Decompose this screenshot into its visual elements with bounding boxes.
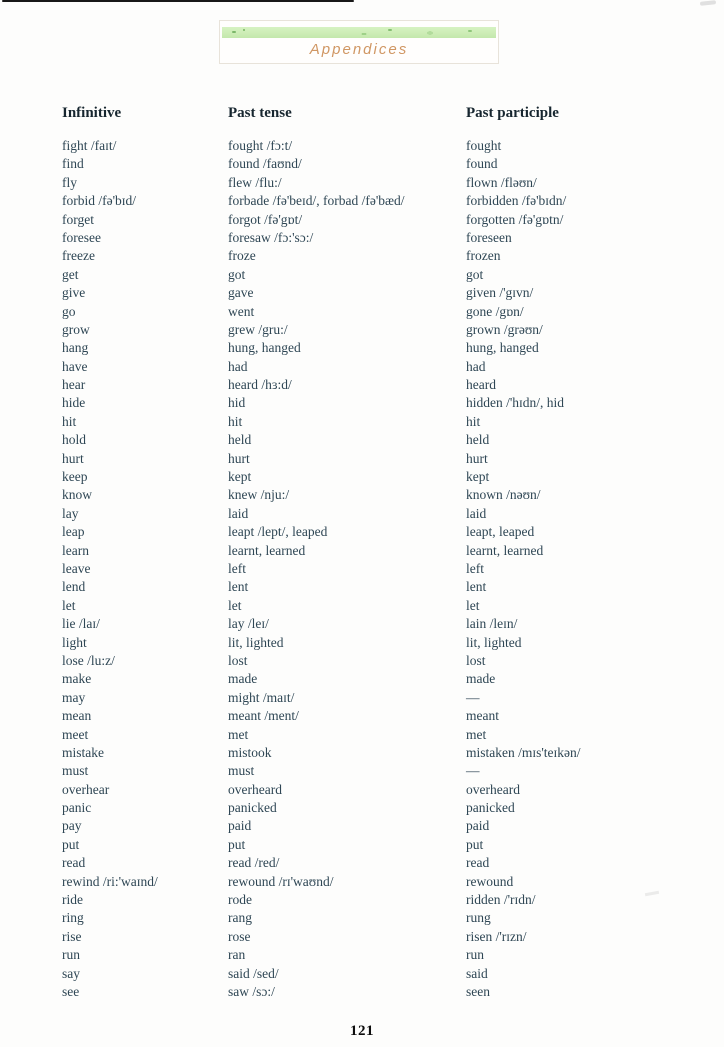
cell-past-participle: left xyxy=(466,560,484,576)
cell-past-participle: found xyxy=(466,156,498,172)
cell-infinitive: meet xyxy=(62,726,89,742)
table-row xyxy=(62,983,710,1001)
cell-past-tense: met xyxy=(228,726,249,742)
cell-past-tense: made xyxy=(228,671,258,687)
cell-past-tense: rode xyxy=(228,892,252,908)
cell-past-tense: grew /gru:/ xyxy=(228,321,288,337)
table-row xyxy=(62,670,710,688)
cell-past-tense: laid xyxy=(228,505,249,521)
cell-past-participle: heard xyxy=(466,377,496,393)
cell-infinitive: light xyxy=(62,634,87,650)
table-row xyxy=(62,799,710,817)
cell-past-participle: lent xyxy=(466,579,487,595)
cell-past-tense: panicked xyxy=(228,800,277,816)
cell-past-participle: flown /fləʊn/ xyxy=(466,174,537,190)
cell-past-tense: lit, lighted xyxy=(228,634,284,650)
cell-past-participle: learnt, learned xyxy=(466,542,544,558)
table-row xyxy=(62,615,710,633)
cell-past-tense: flew /flu:/ xyxy=(228,174,282,190)
cell-past-participle: kept xyxy=(466,469,490,485)
cell-past-tense: might /maɪt/ xyxy=(228,689,295,705)
table-row xyxy=(62,726,710,744)
cell-past-tense: hurt xyxy=(228,450,250,466)
cell-infinitive: have xyxy=(62,358,88,374)
cell-past-tense: lost xyxy=(228,652,248,668)
table-row xyxy=(62,247,710,265)
cell-past-tense: froze xyxy=(228,248,256,264)
cell-past-participle: rewound xyxy=(466,873,514,889)
table-row xyxy=(62,211,710,229)
cell-past-participle: forgotten /fə'gɒtn/ xyxy=(466,211,564,227)
cell-past-participle: frozen xyxy=(466,248,501,264)
cell-infinitive: mistake xyxy=(62,744,104,760)
cell-infinitive: hang xyxy=(62,340,89,356)
cell-past-tense: knew /nju:/ xyxy=(228,487,290,503)
cell-infinitive: must xyxy=(62,763,89,779)
table-row xyxy=(62,229,710,247)
cell-past-tense: paid xyxy=(228,818,252,834)
table-row xyxy=(62,578,710,596)
cell-past-participle: got xyxy=(466,266,484,282)
cell-infinitive: give xyxy=(62,285,86,301)
cell-infinitive: ring xyxy=(62,910,84,926)
cell-past-tense: put xyxy=(228,836,246,852)
cell-infinitive: fly xyxy=(62,174,77,190)
table-row xyxy=(62,707,710,725)
cell-past-participle: read xyxy=(466,855,490,871)
cell-infinitive: say xyxy=(62,965,80,981)
banner-title: Appendices xyxy=(309,41,409,58)
cell-past-tense: said /sed/ xyxy=(228,965,279,981)
cell-past-tense: foresaw /fɔ:'sɔ:/ xyxy=(228,229,314,245)
cell-past-participle: laid xyxy=(466,505,487,521)
cell-past-tense: meant /ment/ xyxy=(228,708,299,724)
table-row xyxy=(62,652,710,670)
cell-infinitive: forget xyxy=(62,211,94,227)
cell-infinitive: see xyxy=(62,983,80,999)
cell-past-tense: had xyxy=(228,358,248,374)
cell-past-participle: — xyxy=(466,689,480,705)
cell-past-participle: said xyxy=(466,965,488,981)
cell-past-tense: let xyxy=(228,597,242,613)
cell-past-tense: hung, hanged xyxy=(228,340,301,356)
table-row xyxy=(62,891,710,909)
cell-past-participle: panicked xyxy=(466,800,515,816)
cell-past-participle: met xyxy=(466,726,487,742)
cell-infinitive: leave xyxy=(62,560,91,576)
table-row xyxy=(62,174,710,192)
cell-infinitive: find xyxy=(62,156,84,172)
column-header-past-tense: Past tense xyxy=(228,105,292,121)
cell-past-participle: — xyxy=(466,763,480,779)
cell-past-tense: mistook xyxy=(228,744,272,760)
table-row xyxy=(62,376,710,394)
table-row xyxy=(62,542,710,560)
cell-past-tense: fought /fɔ:t/ xyxy=(228,138,293,153)
cell-past-tense: got xyxy=(228,266,246,282)
table-row xyxy=(62,946,710,964)
table-row xyxy=(62,137,710,155)
verb-table-header xyxy=(62,105,710,122)
column-header-past-participle: Past participle xyxy=(466,105,559,121)
table-row xyxy=(62,284,710,302)
page-number: 121 xyxy=(350,1023,374,1039)
cell-infinitive: make xyxy=(62,671,92,687)
table-row xyxy=(62,597,710,615)
cell-past-tense: hid xyxy=(228,395,246,411)
cell-infinitive: leap xyxy=(62,524,85,540)
cell-past-tense: overheard xyxy=(228,781,282,797)
cell-past-participle: ridden /'rɪdn/ xyxy=(466,892,536,908)
cell-infinitive: hide xyxy=(62,395,86,411)
table-row xyxy=(62,505,710,523)
table-row xyxy=(62,155,710,173)
cell-past-participle: had xyxy=(466,358,486,374)
cell-infinitive: keep xyxy=(62,469,88,485)
cell-past-tense: rewound /rɪ'waʊnd/ xyxy=(228,873,334,889)
cell-infinitive: freeze xyxy=(62,248,95,264)
table-row xyxy=(62,781,710,799)
table-row xyxy=(62,928,710,946)
cell-infinitive: fight /faɪt/ xyxy=(62,138,117,153)
cell-infinitive: know xyxy=(62,487,92,503)
cell-past-tense: hit xyxy=(228,413,243,429)
cell-past-tense: rose xyxy=(228,928,251,944)
cell-infinitive: foresee xyxy=(62,229,101,245)
cell-past-tense: went xyxy=(228,303,255,319)
cell-infinitive: get xyxy=(62,266,79,282)
cell-past-tense: held xyxy=(228,432,252,448)
cell-past-participle: known /nəʊn/ xyxy=(466,487,541,503)
cell-past-tense: must xyxy=(228,763,255,779)
cell-infinitive: ride xyxy=(62,892,83,908)
cell-past-tense: forgot /fə'gɒt/ xyxy=(228,211,303,227)
cell-infinitive: put xyxy=(62,836,80,852)
cell-past-tense: leapt /lept/, leaped xyxy=(228,524,328,540)
cell-infinitive: may xyxy=(62,689,86,705)
table-row xyxy=(62,450,710,468)
cell-past-tense: left xyxy=(228,560,246,576)
cell-infinitive: hit xyxy=(62,413,77,429)
verb-table-body xyxy=(62,137,710,1001)
scan-artifact-corner-smudge xyxy=(700,0,716,6)
cell-past-participle: hidden /'hɪdn/, hid xyxy=(466,395,565,411)
table-row xyxy=(62,413,710,431)
cell-past-tense: saw /sɔ:/ xyxy=(228,983,275,999)
table-row xyxy=(62,358,710,376)
cell-infinitive: mean xyxy=(62,708,92,724)
table-row xyxy=(62,965,710,983)
table-row xyxy=(62,266,710,284)
cell-past-participle: hung, hanged xyxy=(466,340,539,356)
table-row xyxy=(62,321,710,339)
cell-past-participle: held xyxy=(466,432,490,448)
cell-past-participle: hurt xyxy=(466,450,488,466)
table-row xyxy=(62,192,710,210)
table-row xyxy=(62,339,710,357)
cell-past-tense: learnt, learned xyxy=(228,542,306,558)
cell-infinitive: go xyxy=(62,303,76,319)
cell-infinitive: lay xyxy=(62,505,79,521)
cell-past-participle: paid xyxy=(466,818,490,834)
cell-infinitive: forbid /fə'bɪd/ xyxy=(62,193,137,209)
appendices-banner xyxy=(219,20,499,64)
cell-infinitive: panic xyxy=(62,800,92,816)
cell-past-tense: kept xyxy=(228,469,252,485)
cell-past-participle: gone /gɒn/ xyxy=(466,303,524,319)
cell-infinitive: hurt xyxy=(62,450,84,466)
cell-past-participle: made xyxy=(466,671,496,687)
scan-artifact-top-line xyxy=(2,0,354,2)
table-row xyxy=(62,303,710,321)
cell-infinitive: lie /laɪ/ xyxy=(62,616,100,632)
cell-past-participle: hit xyxy=(466,413,481,429)
cell-past-participle: put xyxy=(466,836,484,852)
cell-infinitive: grow xyxy=(62,321,90,337)
cell-infinitive: pay xyxy=(62,818,82,834)
cell-past-tense: lent xyxy=(228,579,249,595)
cell-infinitive: run xyxy=(62,947,80,963)
cell-infinitive: read xyxy=(62,855,86,871)
table-row xyxy=(62,854,710,872)
cell-past-participle: fought xyxy=(466,138,502,153)
cell-infinitive: lend xyxy=(62,579,86,595)
table-row xyxy=(62,817,710,835)
table-row xyxy=(62,431,710,449)
column-header-infinitive: Infinitive xyxy=(62,105,122,121)
table-row xyxy=(62,634,710,652)
cell-past-participle: risen /'rɪzn/ xyxy=(466,928,527,944)
cell-past-participle: lain /leɪn/ xyxy=(466,616,518,632)
table-row xyxy=(62,873,710,891)
cell-past-participle: lit, lighted xyxy=(466,634,522,650)
cell-past-participle: given /'gɪvn/ xyxy=(466,285,534,301)
cell-past-participle: grown /grəʊn/ xyxy=(466,321,543,337)
table-row xyxy=(62,523,710,541)
cell-past-tense: rang xyxy=(228,910,252,926)
cell-infinitive: lose /lu:z/ xyxy=(62,652,115,668)
cell-past-participle: foreseen xyxy=(466,229,512,245)
cell-past-tense: ran xyxy=(228,947,246,963)
cell-past-tense: heard /hɜ:d/ xyxy=(228,377,292,393)
cell-infinitive: learn xyxy=(62,542,89,558)
cell-past-participle: run xyxy=(466,947,484,963)
table-row xyxy=(62,762,710,780)
table-row xyxy=(62,394,710,412)
cell-past-participle: leapt, leaped xyxy=(466,524,535,540)
cell-infinitive: let xyxy=(62,597,76,613)
cell-past-participle: mistaken /mɪs'teɪkən/ xyxy=(466,744,581,760)
cell-past-participle: rung xyxy=(466,910,491,926)
cell-past-participle: lost xyxy=(466,652,486,668)
cell-past-participle: meant xyxy=(466,708,499,724)
cell-past-tense: forbade /fə'beɪd/, forbad /fə'bæd/ xyxy=(228,193,405,209)
cell-infinitive: rise xyxy=(62,928,82,944)
cell-past-tense: gave xyxy=(228,285,254,301)
table-row xyxy=(62,744,710,762)
cell-past-tense: read /red/ xyxy=(228,855,280,871)
cell-infinitive: hear xyxy=(62,377,86,393)
table-row xyxy=(62,909,710,927)
cell-past-tense: found /faʊnd/ xyxy=(228,156,302,172)
table-row xyxy=(62,560,710,578)
table-row xyxy=(62,468,710,486)
cell-past-participle: seen xyxy=(466,983,490,999)
cell-infinitive: overhear xyxy=(62,781,110,797)
table-row xyxy=(62,836,710,854)
cell-infinitive: hold xyxy=(62,432,87,448)
cell-past-tense: lay /leɪ/ xyxy=(228,616,269,632)
table-row xyxy=(62,486,710,504)
cell-past-participle: forbidden /fə'bɪdn/ xyxy=(466,193,567,209)
cell-infinitive: rewind /ri:'waɪnd/ xyxy=(62,873,158,889)
banner-green-strip xyxy=(222,27,496,38)
cell-past-participle: overheard xyxy=(466,781,520,797)
table-row xyxy=(62,689,710,707)
cell-past-participle: let xyxy=(466,597,480,613)
